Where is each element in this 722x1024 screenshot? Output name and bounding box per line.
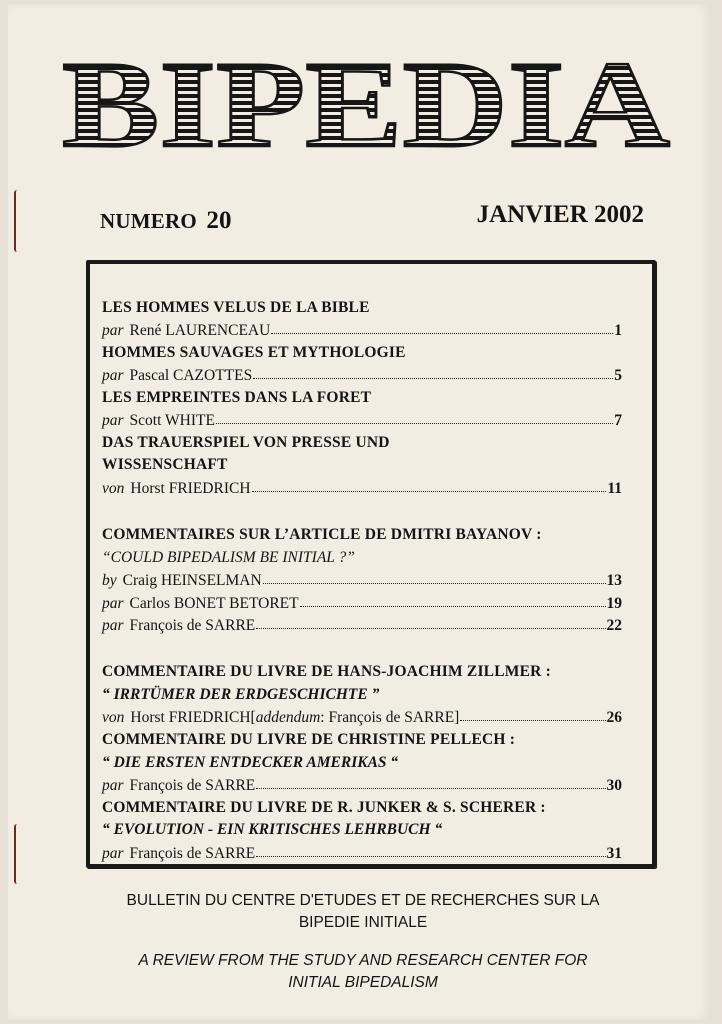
toc-entry-author: René LAURENCEAU <box>129 322 271 339</box>
table-of-contents <box>86 260 656 868</box>
toc-page-number: 5 <box>614 367 622 384</box>
toc-text: LES HOMMES VELUS DE LA BIBLE <box>102 299 370 316</box>
toc-entry-author: François de SARRE <box>129 845 256 862</box>
dot-leader <box>216 408 613 424</box>
toc-heading <box>102 454 622 476</box>
footer-en-line2: INITIAL BIPEDALISM <box>288 974 438 991</box>
dot-leader <box>256 841 605 857</box>
toc-subtitle <box>102 684 622 706</box>
toc-entry <box>102 409 622 431</box>
toc-text: COMMENTAIRE DU LIVRE DE CHRISTINE PELLECH : <box>102 731 516 748</box>
toc-heading <box>102 797 622 819</box>
toc-heading <box>102 342 622 364</box>
toc-subtitle <box>102 819 622 841</box>
toc-entry <box>102 319 622 341</box>
logo-art <box>60 52 672 152</box>
toc-entry <box>102 569 622 591</box>
dot-leader <box>252 476 607 492</box>
journal-cover <box>8 4 712 1020</box>
dot-leader <box>271 318 613 334</box>
toc-entry-prefix: par <box>102 595 124 612</box>
toc-page-number: 7 <box>614 412 622 429</box>
dot-leader <box>300 591 606 607</box>
footer-english <box>48 950 678 994</box>
toc-entry-prefix: by <box>102 572 117 589</box>
logo-title: BIPEDIA <box>62 52 670 152</box>
toc-entry <box>102 364 622 386</box>
toc-page-number: 1 <box>614 322 622 339</box>
issue-number <box>100 207 232 235</box>
dot-leader <box>263 568 606 584</box>
toc-text: “ DIE ERSTEN ENTDECKER AMERIKAS “ <box>102 754 399 771</box>
toc-page-number: 31 <box>606 845 622 862</box>
toc-page-number: 30 <box>606 777 622 794</box>
toc-entry <box>102 842 622 864</box>
dot-leader <box>256 613 605 629</box>
toc-entry-prefix: par <box>102 777 124 794</box>
toc-text: “ IRRTÜMER DER ERDGESCHICHTE ” <box>102 686 380 703</box>
journal-logo <box>60 52 672 152</box>
toc-entry-author: François de SARRE <box>129 617 256 634</box>
toc-page-number: 26 <box>606 709 622 726</box>
issue-info <box>100 201 648 241</box>
toc-page-number: 11 <box>607 480 622 497</box>
toc-heading <box>102 729 622 751</box>
toc-heading <box>102 432 622 454</box>
toc-heading <box>102 297 622 319</box>
toc-entry-prefix: par <box>102 617 124 634</box>
toc-text: COMMENTAIRE DU LIVRE DE HANS-JOACHIM ZILLMER : <box>102 663 551 680</box>
toc-entry-prefix: par <box>102 322 124 339</box>
toc-text: LES EMPREINTES DANS LA FORET <box>102 389 372 406</box>
toc-entry <box>102 592 622 614</box>
toc-text: DAS TRAUERSPIEL VON PRESSE UND <box>102 434 390 451</box>
toc-entry <box>102 706 622 728</box>
toc-text: COMMENTAIRES SUR L’ARTICLE DE DMITRI BAYANOV : <box>102 526 542 543</box>
toc-entry-prefix: par <box>102 845 124 862</box>
dot-leader <box>253 363 613 379</box>
footer-french <box>48 890 678 934</box>
footer-fr-line1: BULLETIN DU CENTRE D'ETUDES ET DE RECHERCHES SUR LA <box>126 892 600 909</box>
issue-number-value: 20 <box>206 207 232 234</box>
toc-entry-prefix: von <box>102 480 125 497</box>
toc-entry-author: François de SARRE <box>129 777 256 794</box>
toc-heading <box>102 524 622 546</box>
staple-mark <box>14 190 20 252</box>
toc-entry-note-text: : François de SARRE] <box>320 709 460 726</box>
toc-entry-prefix: von <box>102 709 125 726</box>
footer-en-line1: A REVIEW FROM THE STUDY AND RESEARCH CENTER FOR <box>138 952 588 969</box>
toc-entry-author: Horst FRIEDRICH <box>130 480 251 497</box>
footer-fr-line2: BIPEDIE INITIALE <box>298 914 428 931</box>
toc-text: “COULD BIPEDALISM BE INITIAL ?” <box>102 549 355 566</box>
toc-entry-author: Pascal CAZOTTES <box>129 367 253 384</box>
dot-leader <box>460 705 605 721</box>
toc-entry-author: Scott WHITE <box>129 412 215 429</box>
toc-text: “ EVOLUTION - EIN KRITISCHES LEHRBUCH “ <box>102 821 443 838</box>
staple-mark <box>14 824 20 884</box>
toc-page-number: 22 <box>606 617 622 634</box>
toc-heading <box>102 661 622 683</box>
toc-text: WISSENSCHAFT <box>102 456 228 473</box>
toc-entry <box>102 477 622 499</box>
toc-entry-note-open: [ <box>250 709 256 726</box>
toc-entry <box>102 614 622 636</box>
issue-date: JANVIER 2002 <box>476 201 644 228</box>
toc-entry-prefix: par <box>102 367 124 384</box>
toc-entry-note-label: addendum <box>255 709 321 726</box>
toc-text: HOMMES SAUVAGES ET MYTHOLOGIE <box>102 344 406 361</box>
toc-entry <box>102 774 622 796</box>
toc-text: COMMENTAIRE DU LIVRE DE R. JUNKER & S. SCHERER : <box>102 799 546 816</box>
toc-subtitle <box>102 547 622 569</box>
toc-entry-author: Carlos BONET BETORET <box>129 595 299 612</box>
issue-label: NUMERO <box>100 209 197 233</box>
dot-leader <box>256 773 605 789</box>
toc-entry-prefix: par <box>102 412 124 429</box>
toc-heading <box>102 387 622 409</box>
toc-entry-author: Craig HEINSELMAN <box>122 572 262 589</box>
toc-page-number: 13 <box>606 572 622 589</box>
toc-entry-author: Horst FRIEDRICH <box>130 709 251 726</box>
toc-page-number: 19 <box>606 595 622 612</box>
toc-subtitle <box>102 752 622 774</box>
